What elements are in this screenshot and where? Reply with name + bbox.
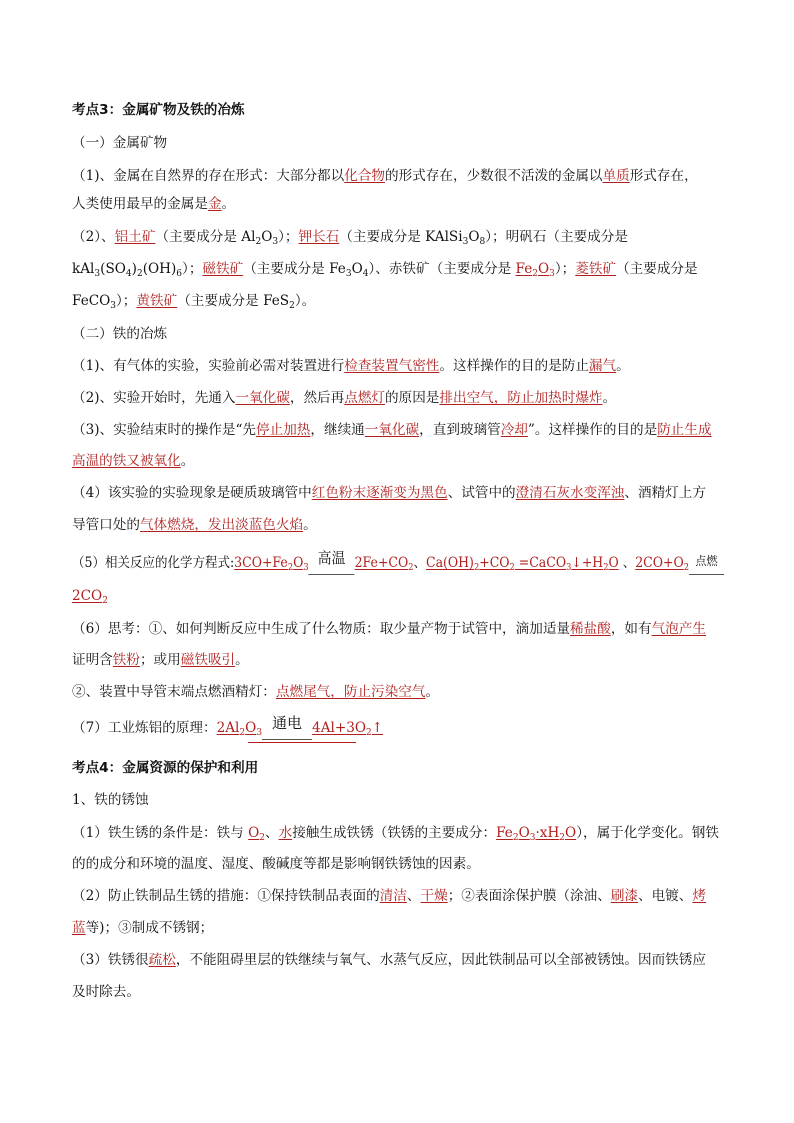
subsection-iron-smelting: （二）铁的冶炼 [72, 326, 168, 342]
answer: 刷漆 [610, 888, 638, 904]
answer: 磁铁吸引 [180, 652, 236, 668]
answer: 漏气 [588, 358, 617, 374]
answer: 钾长石 [298, 229, 340, 245]
question-5-line-2 [72, 586, 108, 611]
question-4-line-1: （4）该实验的实验现象是硬质玻璃管中红色粉末逐渐变为黑色、试管中的澄清石灰水变浑浊、酒精灯上方 [72, 485, 706, 501]
subsection-minerals: （一）金属矿物 [72, 135, 168, 151]
answer: 高温的铁又被氧化 [72, 453, 181, 469]
question-3-line-1: （3)、实验结束时的操作是“先停止加热，继续通一氧化碳，直到玻璃管冷却”。这样操作的目的是防止生成 [72, 422, 712, 438]
question-5-line-1: （5）相关反应的化学方程式$:3CO+Fe_2O_3$ 高温 $2Fe+CO_2$、$Ca(OH)_2+CO_2$ $=CaCO_3↓+H_2O$ 、$2CO+O_2$ 点燃 [72, 553, 724, 578]
answer: 铁粉 [112, 652, 140, 668]
answer: 水 [278, 825, 293, 841]
reaction-condition-electrolysis: 通电 [262, 723, 312, 743]
equation-1-left: $3CO+Fe_2O_3$ [234, 555, 309, 573]
rust-paragraph-2-line-2: 蓝等)；③制成不锈钢； [72, 920, 214, 936]
answer: 防止生成 [657, 422, 712, 438]
answer: 疏松 [148, 952, 176, 968]
rust-paragraph-3-line-2: 及时除去。 [72, 984, 140, 1000]
answer: 气体燃烧，发出淡蓝色火焰 [139, 517, 304, 533]
question-1: （1)、有气体的实验，实验前必需对装置进行检查装置气密性。这样操作的目的是防止漏气。 [72, 358, 630, 374]
section-title-k4: 考点4：金属资源的保护和利用 [72, 760, 259, 776]
answer: 点燃灯 [344, 390, 386, 406]
equation-al-right: $4Al+3O_2↑$ [312, 720, 384, 738]
question-6-line-2: 证明含铁粉；或用磁铁吸引。 [72, 652, 249, 668]
equation-3-right: $2CO_2$ [72, 588, 108, 606]
answer: 铝土矿 [114, 229, 156, 245]
answer: 红色粉末逐渐变为黑色 [311, 485, 448, 501]
answer: 单质 [602, 168, 630, 184]
answer: $Fe_2O_3\cdot xH_2O$ [496, 825, 577, 843]
answer: 点燃尾气，防止污染空气 [275, 684, 426, 700]
answer: 气泡产生 [651, 621, 706, 637]
answer: 菱铁矿 [575, 261, 617, 277]
answer: 化合物 [344, 168, 386, 184]
paragraph-2-line-3: FeCO$_3$）；黄铁矿（主要成分是 FeS$_2$）。 [72, 293, 316, 311]
question-6-line-3: ②、装置中导管末端点燃酒精灯：点燃尾气，防止污染空气。 [72, 684, 440, 700]
answer: 一氧化碳 [364, 422, 420, 438]
paragraph-1-line-2: 人类使用最早的金属是金。 [72, 196, 236, 212]
reaction-condition-high-temp: 高温 [309, 558, 355, 578]
equation-al-underline [248, 742, 356, 743]
rust-paragraph-2-line-1: （2）防止铁制品生锈的措施：①保持铁制品表面的清洁、干燥；②表面涂保护膜（涂油、刷漆、电镀、烤 [72, 888, 706, 904]
equation-al-left: $2Al_2O_3$ [216, 720, 263, 738]
answer: 排出空气，防止加热时爆炸 [439, 390, 603, 406]
answer: 磁铁矿 [202, 261, 244, 277]
answer: 金 [207, 196, 222, 212]
question-2: （2)、实验开始时，先通入一氧化碳，然后再点燃灯的原因是排出空气，防止加热时爆炸。 [72, 390, 617, 406]
answer: 停止加热 [256, 422, 311, 438]
paragraph-2-line-1: （2）、铝土矿（主要成分是 $Al_2O_3$）；钾长石（主要成分是 $KAlSi_3O_8$）；明矾石（主要成分是 [72, 229, 628, 247]
answer: 检查装置气密性 [344, 358, 440, 374]
question-3-line-2: 高温的铁又被氧化。 [72, 453, 195, 469]
answer: 冷却 [500, 422, 528, 438]
answer: 稀盐酸 [570, 621, 611, 637]
subsection-rusting: 1、铁的锈蚀 [72, 792, 149, 808]
paragraph-2-line-2: $kAl_3(SO_4)_2(OH)_6$）；磁铁矿（主要成分是 $Fe_3O_4$）、赤铁矿（主要成分是 $Fe_2O_3$）；菱铁矿（主要成分是 [72, 261, 698, 279]
answer: 黄铁矿 [136, 293, 178, 309]
section-title-k3: 考点3：金属矿物及铁的冶炼 [72, 102, 245, 118]
reaction-condition-ignite: 点燃 [689, 558, 724, 578]
paragraph-1-line-1: （1)、金属在自然界的存在形式：大部分都以化合物的形式存在，少数很不活泼的金属以单质形式存在， [72, 168, 698, 184]
equation-1-right: $2Fe+CO_2$ [354, 555, 414, 573]
rust-paragraph-3-line-1: （3）铁锈很疏松，不能阻碍里层的铁继续与氧气、水蒸气反应，因此铁制品可以全部被锈蚀。因而铁锈应 [72, 952, 706, 968]
answer: 烤 [692, 888, 706, 904]
answer: $Fe_2O_3$ [515, 261, 555, 279]
answer: 清洁 [379, 888, 407, 904]
answer: 蓝 [72, 920, 86, 936]
answer: $O_2$ [248, 825, 265, 843]
question-7: （7）工业炼铝的原理：$2Al_2O_3$ 通电 $4Al+3O_2↑$ [72, 718, 383, 743]
equation-3-left: $2CO+O_2$ [635, 555, 689, 573]
question-4-line-2: 导管口处的气体燃烧，发出淡蓝色火焰。 [72, 517, 317, 533]
rust-paragraph-1-line-1: （1）铁生锈的条件是：铁与 $O_2$、水接触生成铁锈（铁锈的主要成分：$Fe_2O_3\cdot xH_2O$），属于化学变化。钢铁 [72, 825, 719, 843]
answer: 一氧化碳 [235, 390, 290, 406]
answer: 干燥 [420, 888, 448, 904]
question-6-line-1: （6）思考：①、如何判断反应中生成了什么物质：取少量产物于试管中，滴加适量稀盐酸，如有气泡产生 [72, 621, 706, 637]
equation-2: $Ca(OH)_2+CO_2$ $=CaCO_3↓+H_2O$ [426, 555, 619, 573]
answer: 澄清石灰水变浑浊 [515, 485, 625, 501]
rust-paragraph-1-line-2: 的的成分和环境的温度、湿度、酸碱度等都是影响钢铁锈蚀的因素。 [72, 856, 480, 872]
